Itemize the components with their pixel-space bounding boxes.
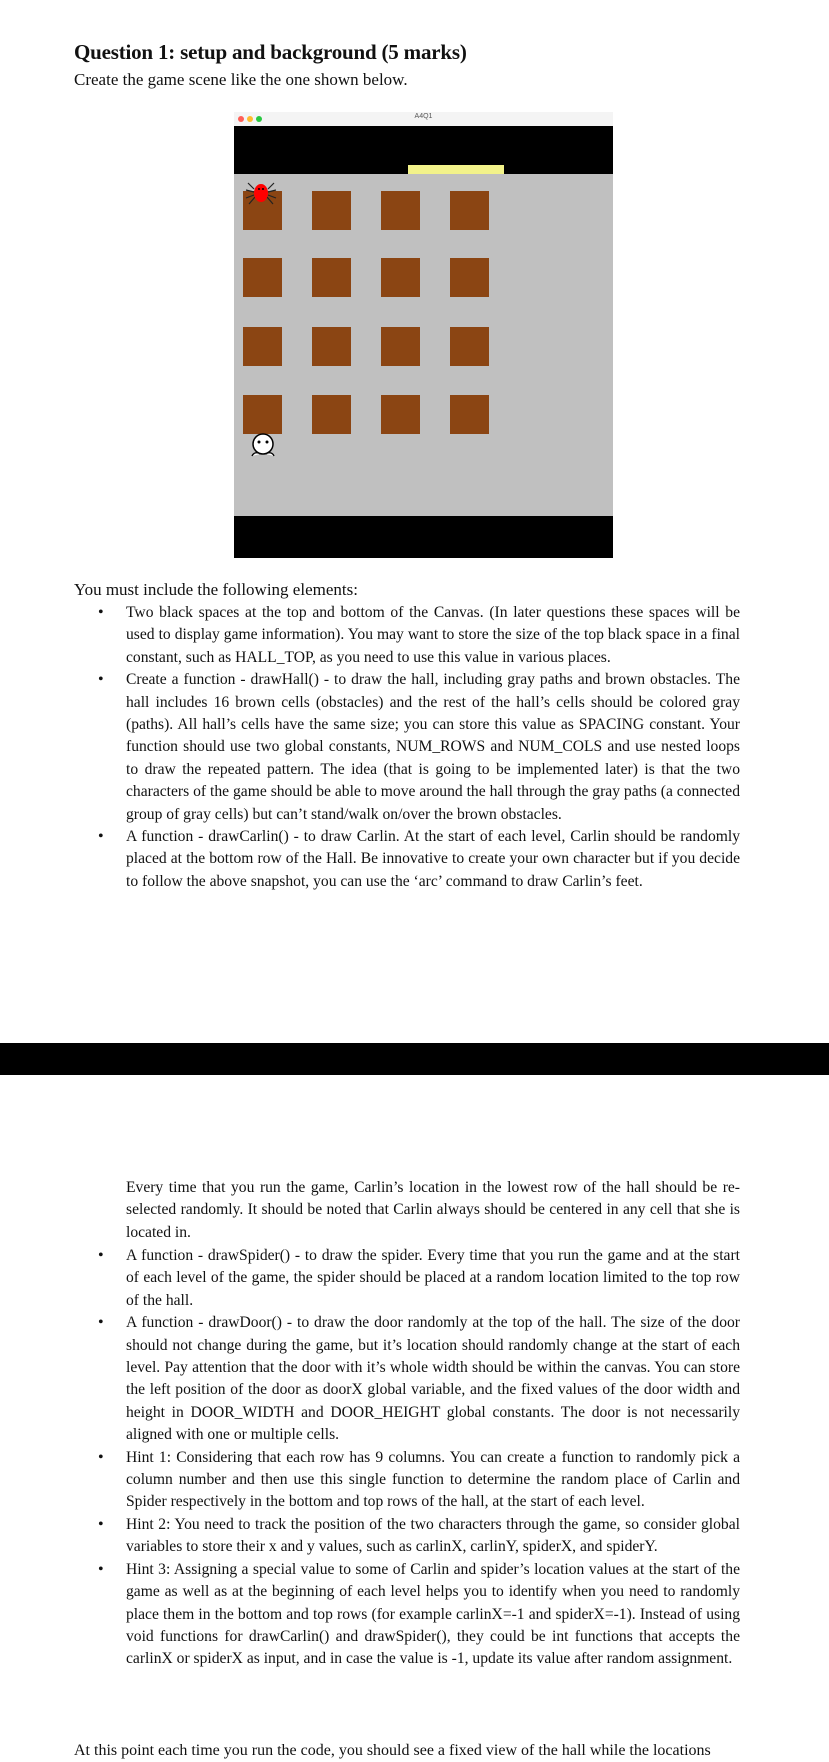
carlin-icon [249, 432, 277, 458]
list-item: • Hint 1: Considering that each row has 9 columns. You can create a function to randomly pick a column number and then use this single function to determine the random place of Carlin and Spider respectively in the bottom and top rows of the hall, at the start of each level. [0, 1447, 740, 1514]
list-item: • A function - drawDoor() - to draw the door randomly at the top of the hall. The size of the door should not change during the game, but it’s location should randomly change at the start of each level. Pay attention that the door with it’s whole width should be within the canvas. You can store the left position of the door as doorX global variable, and the fixed values of the door width and height in DOOR_WIDTH and DOOR_HEIGHT global constants. The door is not necessarily aligned with one or multiple cells. [0, 1312, 740, 1446]
obstacle-cell [312, 327, 351, 366]
obstacle-cell [450, 258, 489, 297]
question-heading: Question 1: setup and background (5 marks) [74, 40, 467, 64]
window-title: A4Q1 [414, 113, 433, 120]
list-item: • Two black spaces at the top and bottom of the Canvas. (In later questions these spaces will be used to display game information). You may want to store the size of the top black space in a final constant, such as HALL_TOP, as you need to use this value in various places. [0, 602, 740, 669]
obstacle-cell [243, 327, 282, 366]
game-window-screenshot [234, 112, 613, 558]
obstacle-cell [243, 258, 282, 297]
obstacle-cell [381, 258, 420, 297]
spider-icon [244, 180, 278, 206]
bottom-black-space [234, 516, 613, 558]
elements-list-part2 [0, 1245, 740, 1671]
list-item: • A function - drawSpider() - to draw the spider. Every time that you run the game and at the start of each level of the game, the spider should be placed at a random location limited to the top row of the hall. [0, 1245, 740, 1312]
continuation-text: Every time that you run the game, Carlin’s location in the lowest row of the hall should be re-selected randomly. It should be noted that Carlin always should be centered in any cell that she is located in. [126, 1179, 740, 1241]
obstacle-cell [450, 395, 489, 434]
elements-list-part1 [0, 602, 740, 893]
obstacle-cell [312, 395, 351, 434]
hall [234, 174, 613, 516]
obstacle-cell [381, 395, 420, 434]
obstacle-cell [450, 191, 489, 230]
page-divider [0, 1043, 829, 1075]
elements-lead-text: You must include the following elements: [74, 580, 358, 599]
list-item: • Hint 3: Assigning a special value to some of Carlin and spider’s location values at the start of the game as well as at the beginning of each level helps you to identify when you need to randomly place them in the bottom and top rows (for example carlinX=-1 and spiderX=-1). Instead of using void functions for drawCarlin() and drawSpider(), they could be int functions that accepts the carlinX or spiderX as input, and in case the value is -1, update its value after random assignment. [0, 1559, 740, 1671]
cutoff-text: At this point each time you run the code, you should see a fixed view of the hall while the locations [74, 1742, 711, 1759]
obstacle-cell [243, 395, 282, 434]
obstacle-cell [381, 327, 420, 366]
list-item: • A function - drawCarlin() - to draw Carlin. At the start of each level, Carlin should be randomly placed at the bottom row of the Hall. Be innovative to create your own character but if you decide to follow the above snapshot, you can use the ‘arc’ command to draw Carlin’s feet. [0, 826, 740, 893]
list-item: • Hint 2: You need to track the position of the two characters through the game, so consider global variables to store their x and y values, such as carlinX, carlinY, spiderX, and spiderY. [0, 1514, 740, 1559]
list-item: • Create a function - drawHall() - to draw the hall, including gray paths and brown obstacles. The hall includes 16 brown cells (obstacles) and the rest of the hall’s cells should be colored gray (paths). All hall’s cells have the same size; you can store this value as SPACING constant. Your function should use two global constants, NUM_ROWS and NUM_COLS and use nested loops to draw the repeated pattern. The idea (that is going to be implemented later) is that the two characters of the game should be able to move around the hall through the gray paths (a connected group of gray cells) but can’t stand/walk on/over the brown obstacles. [0, 669, 740, 826]
door [408, 165, 504, 174]
obstacle-cell [381, 191, 420, 230]
obstacle-cell [312, 191, 351, 230]
window-titlebar [234, 112, 613, 126]
intro-text: Create the game scene like the one shown below. [74, 70, 408, 89]
obstacle-cell [450, 327, 489, 366]
obstacle-cell [312, 258, 351, 297]
